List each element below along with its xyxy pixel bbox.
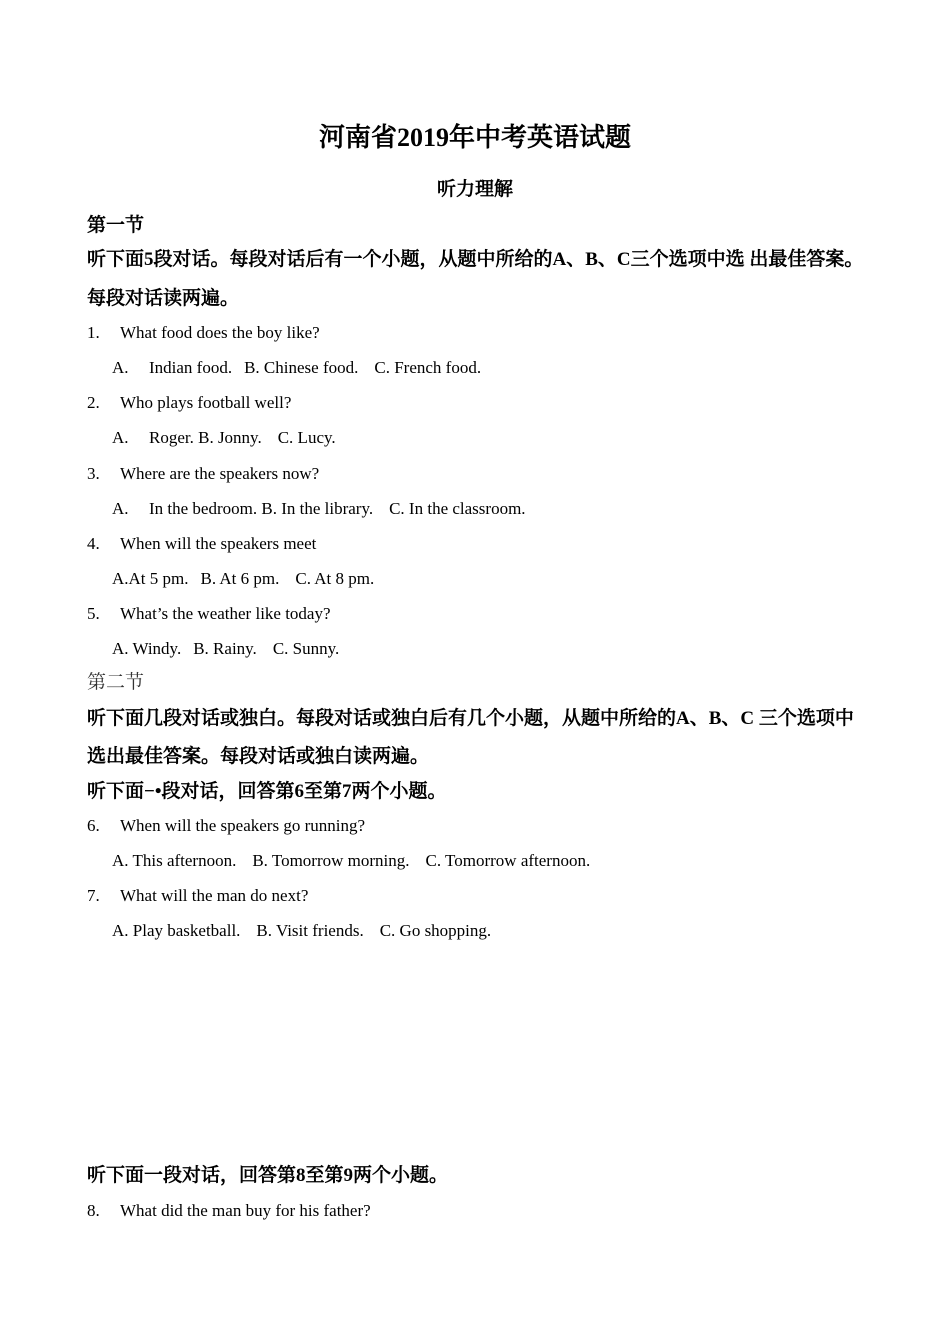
question-text: Who plays football well?: [120, 393, 292, 412]
question-number: 7.: [87, 886, 100, 905]
question-number: 5.: [87, 604, 100, 623]
part1-instructions-line1: 听下面5段对话。每段对话后有一个小题，从题中所给的A、B、C三个选项中选 出最佳答案。: [87, 249, 864, 270]
question-5: [87, 602, 331, 626]
option-a: A.At 5 pm.: [112, 569, 189, 588]
option-c: C. Go shopping.: [379, 921, 492, 940]
question-text: When will the speakers meet: [120, 534, 317, 553]
option-a: A. Windy.: [112, 639, 182, 658]
option-c: C. At 8 pm.: [295, 569, 375, 588]
option-c: C. Sunny.: [272, 639, 340, 658]
option-label: A.: [112, 358, 129, 377]
question-text: What did the man buy for his father?: [120, 1201, 371, 1220]
option-ab: In the bedroom. B. In the library.: [149, 499, 374, 518]
question-2: [87, 391, 291, 415]
option-a: A. This afternoon.: [112, 851, 237, 870]
question-5-options: [112, 637, 339, 661]
part1-heading: 第一节: [87, 215, 145, 236]
question-text: What will the man do next?: [120, 886, 309, 905]
option-a: Indian food.: [149, 358, 233, 377]
option-label: A.: [112, 428, 129, 447]
option-ab: Roger. B. Jonny.: [149, 428, 262, 447]
question-1: [87, 321, 320, 345]
part1-instructions-line2: 每段对话读两遍。: [87, 288, 240, 309]
part2-instructions-line2: 选出最佳答案。每段对话或独白读两遍。: [87, 746, 430, 767]
option-b: B. Visit friends.: [256, 921, 364, 940]
question-7-options: [112, 919, 491, 943]
question-1-options: [112, 356, 481, 380]
question-2-options: [112, 426, 336, 450]
option-c: C. French food.: [374, 358, 482, 377]
question-text: When will the speakers go running?: [120, 816, 366, 835]
option-c: C. Lucy.: [277, 428, 336, 447]
option-b: B. At 6 pm.: [200, 569, 280, 588]
option-b: B. Rainy.: [193, 639, 257, 658]
option-label: A.: [112, 499, 129, 518]
question-number: 6.: [87, 816, 100, 835]
question-number: 4.: [87, 534, 100, 553]
question-6: [87, 814, 365, 838]
option-c: C. In the classroom.: [389, 499, 526, 518]
question-3: [87, 462, 319, 486]
dialog-6-7-instructions: 听下面−•段对话，回答第6至第7两个小题。: [87, 781, 447, 802]
question-7: [87, 884, 308, 908]
question-8: [87, 1199, 371, 1223]
question-text: Where are the speakers now?: [120, 464, 320, 483]
question-3-options: [112, 497, 526, 521]
option-a: A. Play basketball.: [112, 921, 241, 940]
part2-instructions-line1: 听下面几段对话或独白。每段对话或独白后有几个小题，从题中所给的A、B、C 三个选项中: [87, 708, 854, 729]
option-b: B. Chinese food.: [244, 358, 359, 377]
question-text: What food does the boy like?: [120, 323, 320, 342]
page-title: 河南省2019年中考英语试题: [318, 123, 631, 152]
option-c: C. Tomorrow afternoon.: [425, 851, 591, 870]
dialog-8-9-instructions: 听下面一段对话，回答第8至第9两个小题。: [87, 1165, 449, 1186]
question-number: 3.: [87, 464, 100, 483]
question-number: 1.: [87, 323, 100, 342]
question-number: 2.: [87, 393, 100, 412]
part2-heading: 第二节: [87, 672, 145, 693]
question-text: What’s the weather like today?: [120, 604, 331, 623]
question-6-options: [112, 849, 590, 873]
question-4-options: [112, 567, 374, 591]
question-4: [87, 532, 316, 556]
question-number: 8.: [87, 1201, 100, 1220]
option-b: B. Tomorrow morning.: [252, 851, 410, 870]
section-title: 听力理解: [436, 179, 513, 200]
